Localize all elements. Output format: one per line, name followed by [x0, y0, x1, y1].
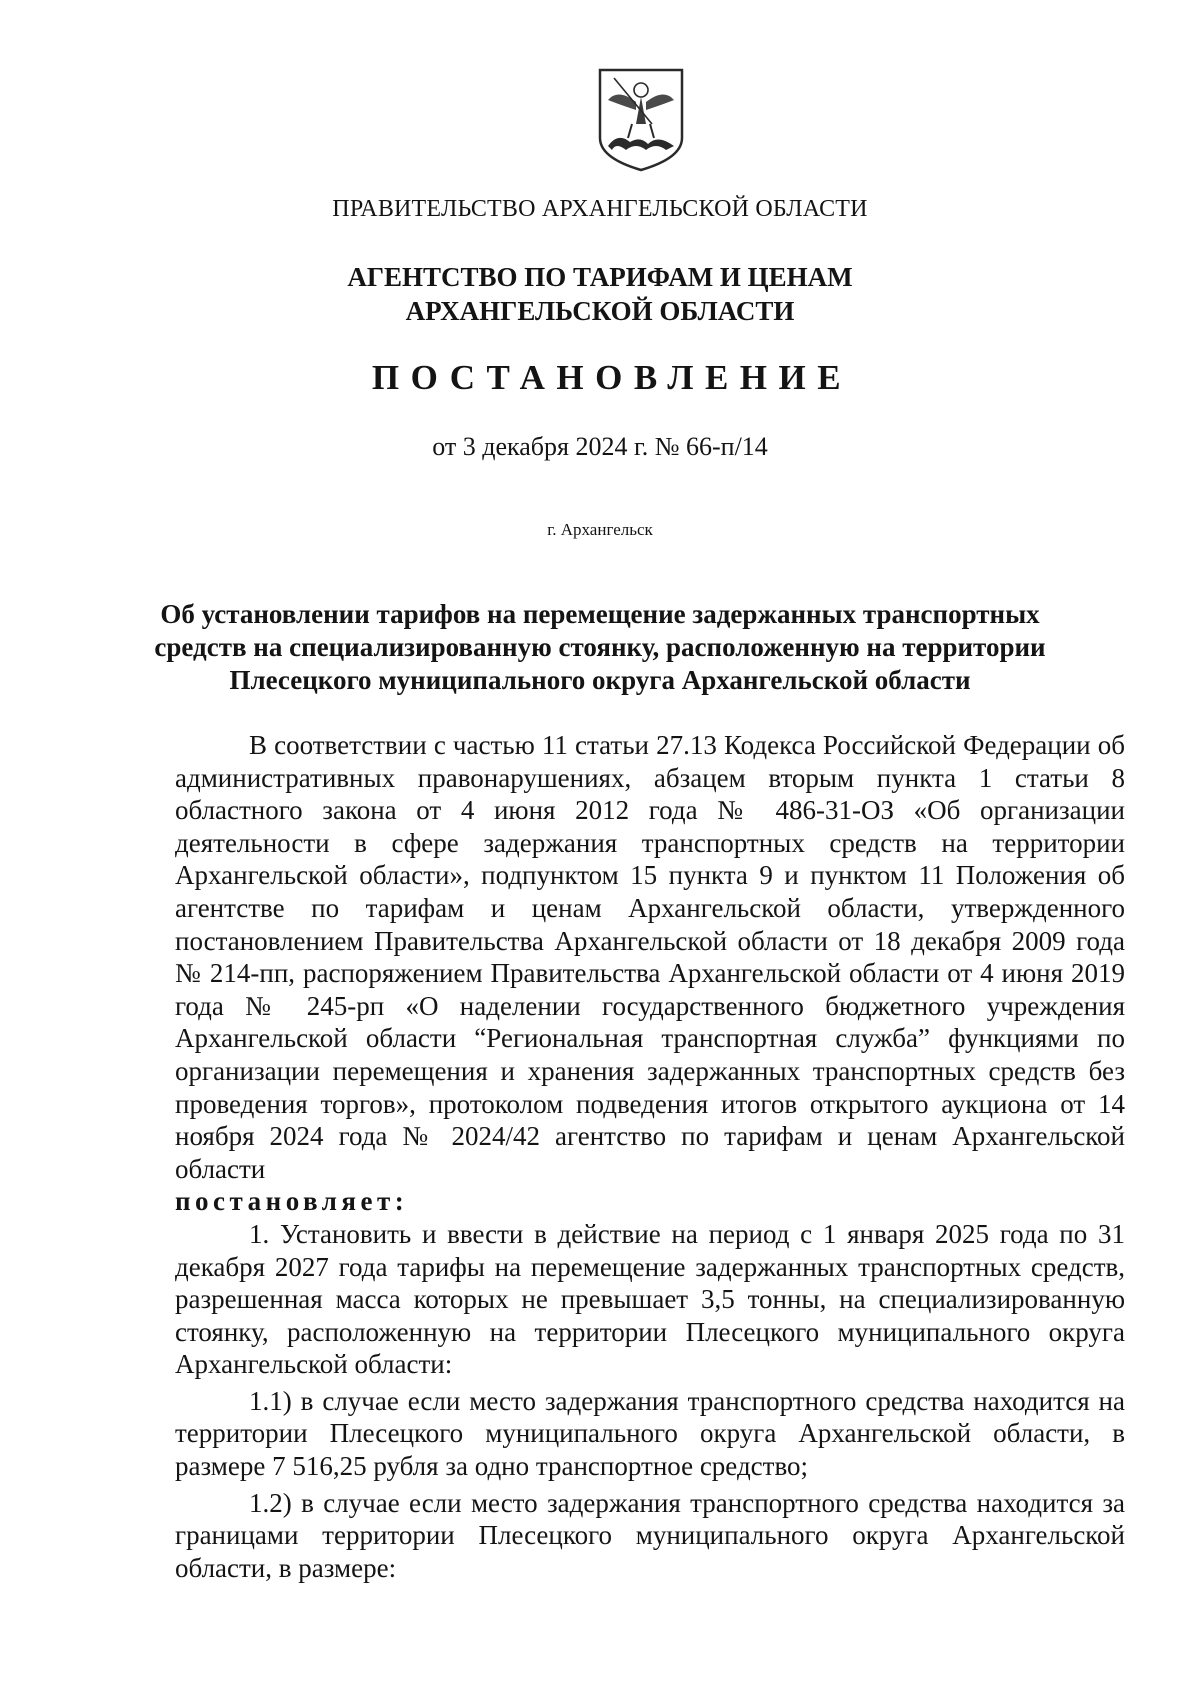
document-city: г. Архангельск: [547, 520, 653, 539]
item-1-2-paragraph: 1.2) в случае если место задержания транспортного средства находится за границами территории Плесецкого муниципального округа Архангельской области, в размере:: [175, 1487, 1125, 1583]
document-date-number: от 3 декабря 2024 г. № 66-п/14: [432, 432, 768, 461]
item-1-1-paragraph: 1.1) в случае если место задержания транспортного средства находится на территории Плесецкого муниципального округа Архангельской области, в размере 7 516,25 рубля за одно транспортное средство;: [175, 1385, 1125, 1482]
document-type-title: ПОСТАНОВЛЕНИЕ: [371, 358, 853, 397]
agency-name: [0, 260, 1200, 328]
government-name: ПРАВИТЕЛЬСТВО АРХАНГЕЛЬСКОЙ ОБЛАСТИ: [332, 196, 868, 222]
item-1-paragraph: 1. Установить и ввести в действие на период с 1 января 2025 года по 31 декабря 2027 года тарифы на перемещение задержанных транспортных средств, разрешенная масса которых не превышает 3,5 тонны, на специализированную стоянку, расположенную на территории Плесецкого муниципального округа Архангельской области:: [175, 1218, 1125, 1380]
coat-of-arms-emblem: [596, 66, 686, 174]
agency-name-line-2: АРХАНГЕЛЬСКОЙ ОБЛАСТИ: [405, 296, 795, 326]
document-body: [175, 729, 1125, 1584]
subject-line-1: Об установлении тарифов на перемещение задержанных транспортных: [160, 599, 1040, 629]
preamble-paragraph: В соответствии с частью 11 статьи 27.13 Кодекса Российской Федерации об административных правонарушениях, абзацем вторым пункта 1 статьи 8 областного закона от 4 июня 2012 года № 486-31-ОЗ «Об организации деятельности в сфере задержания транспортных средств на территории Архангельской области», подпунктом 15 пункта 9 и пунктом 11 Положения об агентстве по тарифам и ценам Архангельской области, утвержденного постановлением Правительства Архангельской области от 18 декабря 2009 года № 214-пп, распоряжением Правительства Архангельской области от 4 июня 2019 года № 245-рп «О наделении государственного бюджетного учреждения Архангельской области “Региональная транспортная служба” функциями по организации перемещения и хранения задержанных транспортных средств без проведения торгов», протоколом подведения итогов открытого аукциона от 14 ноября 2024 года № 2024/42 агентство по тарифам и ценам Архангельской области: [175, 730, 1125, 1184]
subject-line-3: Плесецкого муниципального округа Архангельской области: [229, 665, 971, 695]
resolves-word: постановляет:: [175, 1186, 409, 1217]
agency-name-line-1: АГЕНТСТВО ПО ТАРИФАМ И ЦЕНАМ: [347, 262, 853, 292]
subject-line-2: средств на специализированную стоянку, расположенную на территории: [154, 632, 1046, 662]
document-subject: [0, 598, 1200, 697]
